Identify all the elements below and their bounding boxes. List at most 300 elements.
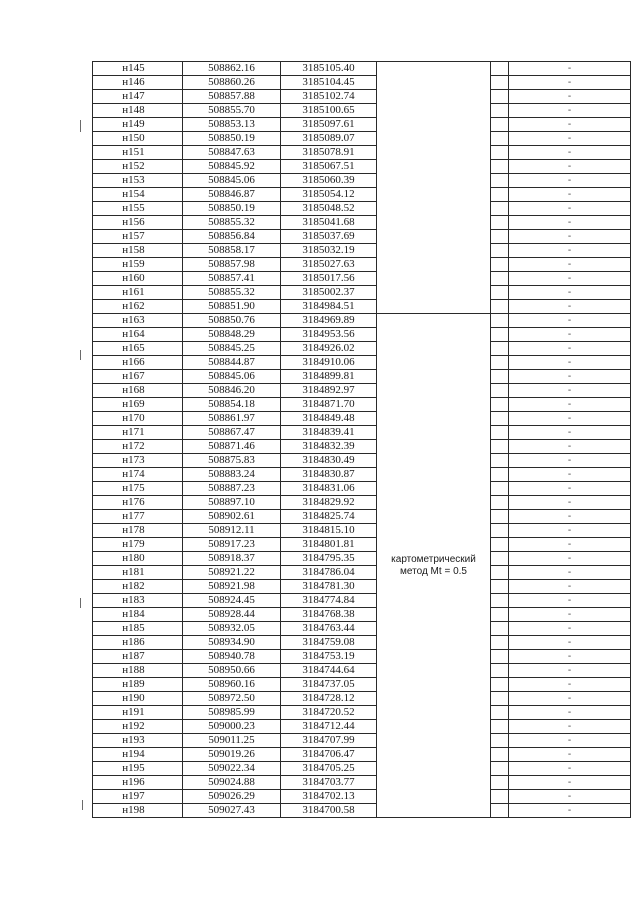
x-coordinate-cell: 508846.20: [183, 384, 281, 398]
blank-cell: [491, 538, 509, 552]
dash-cell: -: [509, 412, 631, 426]
point-name-cell: н195: [93, 762, 183, 776]
dash-cell: -: [509, 230, 631, 244]
table-row: [93, 664, 631, 678]
x-coordinate-cell: 508897.10: [183, 496, 281, 510]
x-coordinate-cell: 509000.23: [183, 720, 281, 734]
dash-cell: -: [509, 748, 631, 762]
x-coordinate-cell: 508883.24: [183, 468, 281, 482]
blank-cell: [491, 300, 509, 314]
y-coordinate-cell: 3185100.65: [281, 104, 377, 118]
dash-cell: -: [509, 650, 631, 664]
blank-cell: [491, 468, 509, 482]
point-name-cell: н158: [93, 244, 183, 258]
y-coordinate-cell: 3185067.51: [281, 160, 377, 174]
table-row: [93, 272, 631, 286]
x-coordinate-cell: 509024.88: [183, 776, 281, 790]
x-coordinate-cell: 508875.83: [183, 454, 281, 468]
table-row: [93, 132, 631, 146]
y-coordinate-cell: 3185104.45: [281, 76, 377, 90]
blank-cell: [491, 118, 509, 132]
dash-cell: -: [509, 510, 631, 524]
blank-cell: [491, 202, 509, 216]
y-coordinate-cell: 3184795.35: [281, 552, 377, 566]
x-coordinate-cell: 508861.97: [183, 412, 281, 426]
point-name-cell: н179: [93, 538, 183, 552]
table-row: [93, 328, 631, 342]
y-coordinate-cell: 3185002.37: [281, 286, 377, 300]
x-coordinate-cell: 508848.29: [183, 328, 281, 342]
blank-cell: [491, 594, 509, 608]
y-coordinate-cell: 3184953.56: [281, 328, 377, 342]
table-row: [93, 454, 631, 468]
y-coordinate-cell: 3184831.06: [281, 482, 377, 496]
point-name-cell: н193: [93, 734, 183, 748]
table-row: [93, 314, 631, 328]
y-coordinate-cell: 3184728.12: [281, 692, 377, 706]
y-coordinate-cell: 3184737.05: [281, 678, 377, 692]
blank-cell: [491, 678, 509, 692]
point-name-cell: н198: [93, 804, 183, 818]
point-name-cell: н154: [93, 188, 183, 202]
y-coordinate-cell: 3185054.12: [281, 188, 377, 202]
y-coordinate-cell: 3185102.74: [281, 90, 377, 104]
y-coordinate-cell: 3184801.81: [281, 538, 377, 552]
scan-mark: [80, 350, 81, 360]
y-coordinate-cell: 3184768.38: [281, 608, 377, 622]
y-coordinate-cell: 3184720.52: [281, 706, 377, 720]
table-row: [93, 202, 631, 216]
y-coordinate-cell: 3185037.69: [281, 230, 377, 244]
table-row: [93, 90, 631, 104]
x-coordinate-cell: 508846.87: [183, 188, 281, 202]
blank-cell: [491, 622, 509, 636]
table-row: [93, 258, 631, 272]
y-coordinate-cell: 3185060.39: [281, 174, 377, 188]
dash-cell: -: [509, 90, 631, 104]
x-coordinate-cell: 508902.61: [183, 510, 281, 524]
blank-cell: [491, 412, 509, 426]
table-row: [93, 188, 631, 202]
dash-cell: -: [509, 314, 631, 328]
y-coordinate-cell: 3184830.49: [281, 454, 377, 468]
y-coordinate-cell: 3184892.97: [281, 384, 377, 398]
point-name-cell: н155: [93, 202, 183, 216]
table-row: [93, 524, 631, 538]
y-coordinate-cell: 3184926.02: [281, 342, 377, 356]
point-name-cell: н149: [93, 118, 183, 132]
table-row: [93, 762, 631, 776]
blank-cell: [491, 804, 509, 818]
point-name-cell: н167: [93, 370, 183, 384]
y-coordinate-cell: 3184712.44: [281, 720, 377, 734]
dash-cell: -: [509, 454, 631, 468]
blank-cell: [491, 566, 509, 580]
y-coordinate-cell: 3184744.64: [281, 664, 377, 678]
dash-cell: -: [509, 146, 631, 160]
point-name-cell: н197: [93, 790, 183, 804]
point-name-cell: н147: [93, 90, 183, 104]
scan-mark: [82, 800, 83, 810]
point-name-cell: н180: [93, 552, 183, 566]
point-name-cell: н168: [93, 384, 183, 398]
x-coordinate-cell: 508854.18: [183, 398, 281, 412]
table-row: [93, 566, 631, 580]
x-coordinate-cell: 508921.22: [183, 566, 281, 580]
point-name-cell: н191: [93, 706, 183, 720]
blank-cell: [491, 188, 509, 202]
table-row: [93, 216, 631, 230]
table-row: [93, 804, 631, 818]
dash-cell: -: [509, 300, 631, 314]
x-coordinate-cell: 508858.17: [183, 244, 281, 258]
table-row: [93, 62, 631, 76]
table-row: [93, 146, 631, 160]
x-coordinate-cell: 508857.98: [183, 258, 281, 272]
x-coordinate-cell: 508850.19: [183, 132, 281, 146]
point-name-cell: н160: [93, 272, 183, 286]
blank-cell: [491, 790, 509, 804]
dash-cell: -: [509, 762, 631, 776]
blank-cell: [491, 328, 509, 342]
blank-cell: [491, 132, 509, 146]
x-coordinate-cell: 508862.16: [183, 62, 281, 76]
blank-cell: [491, 230, 509, 244]
table-row: [93, 230, 631, 244]
x-coordinate-cell: 508845.92: [183, 160, 281, 174]
y-coordinate-cell: 3184781.30: [281, 580, 377, 594]
blank-cell: [491, 734, 509, 748]
x-coordinate-cell: 508857.88: [183, 90, 281, 104]
dash-cell: -: [509, 174, 631, 188]
blank-cell: [491, 720, 509, 734]
y-coordinate-cell: 3184702.13: [281, 790, 377, 804]
table-row: [93, 356, 631, 370]
table-row: [93, 160, 631, 174]
blank-cell: [491, 62, 509, 76]
blank-cell: [491, 762, 509, 776]
y-coordinate-cell: 3185097.61: [281, 118, 377, 132]
x-coordinate-cell: 508844.87: [183, 356, 281, 370]
blank-cell: [491, 384, 509, 398]
point-name-cell: н189: [93, 678, 183, 692]
y-coordinate-cell: 3185041.68: [281, 216, 377, 230]
table-row: [93, 706, 631, 720]
table-row: [93, 580, 631, 594]
dash-cell: -: [509, 804, 631, 818]
blank-cell: [491, 90, 509, 104]
x-coordinate-cell: 508887.23: [183, 482, 281, 496]
x-coordinate-cell: 508917.23: [183, 538, 281, 552]
y-coordinate-cell: 3185017.56: [281, 272, 377, 286]
dash-cell: -: [509, 790, 631, 804]
point-name-cell: н178: [93, 524, 183, 538]
table-row: [93, 650, 631, 664]
dash-cell: -: [509, 426, 631, 440]
table-row: [93, 384, 631, 398]
point-name-cell: н192: [93, 720, 183, 734]
point-name-cell: н177: [93, 510, 183, 524]
x-coordinate-cell: 508934.90: [183, 636, 281, 650]
scan-mark: [80, 120, 81, 132]
point-name-cell: н183: [93, 594, 183, 608]
point-name-cell: н157: [93, 230, 183, 244]
table-row: [93, 734, 631, 748]
table-row: [93, 426, 631, 440]
dash-cell: -: [509, 524, 631, 538]
x-coordinate-cell: 508924.45: [183, 594, 281, 608]
point-name-cell: н173: [93, 454, 183, 468]
point-name-cell: н188: [93, 664, 183, 678]
point-name-cell: н166: [93, 356, 183, 370]
dash-cell: -: [509, 132, 631, 146]
y-coordinate-cell: 3185027.63: [281, 258, 377, 272]
x-coordinate-cell: 508845.06: [183, 174, 281, 188]
point-name-cell: н161: [93, 286, 183, 300]
coordinates-table: [92, 61, 631, 818]
dash-cell: -: [509, 594, 631, 608]
y-coordinate-cell: 3184759.08: [281, 636, 377, 650]
x-coordinate-cell: 508918.37: [183, 552, 281, 566]
dash-cell: -: [509, 776, 631, 790]
x-coordinate-cell: 508855.32: [183, 216, 281, 230]
table-row: [93, 636, 631, 650]
table-row: [93, 538, 631, 552]
blank-cell: [491, 650, 509, 664]
x-coordinate-cell: 508985.99: [183, 706, 281, 720]
x-coordinate-cell: 509022.34: [183, 762, 281, 776]
y-coordinate-cell: 3184763.44: [281, 622, 377, 636]
dash-cell: -: [509, 258, 631, 272]
table-row: [93, 286, 631, 300]
point-name-cell: н153: [93, 174, 183, 188]
blank-cell: [491, 692, 509, 706]
blank-cell: [491, 356, 509, 370]
x-coordinate-cell: 508855.32: [183, 286, 281, 300]
x-coordinate-cell: 508921.98: [183, 580, 281, 594]
x-coordinate-cell: 508860.26: [183, 76, 281, 90]
point-name-cell: н163: [93, 314, 183, 328]
table-row: [93, 608, 631, 622]
point-name-cell: н146: [93, 76, 183, 90]
table-row: [93, 244, 631, 258]
table-row: [93, 482, 631, 496]
point-name-cell: н181: [93, 566, 183, 580]
x-coordinate-cell: 508853.13: [183, 118, 281, 132]
table-row: [93, 622, 631, 636]
x-coordinate-cell: 508855.70: [183, 104, 281, 118]
x-coordinate-cell: 508845.25: [183, 342, 281, 356]
blank-cell: [491, 580, 509, 594]
point-name-cell: н175: [93, 482, 183, 496]
point-name-cell: н162: [93, 300, 183, 314]
point-name-cell: н185: [93, 622, 183, 636]
dash-cell: -: [509, 118, 631, 132]
blank-cell: [491, 104, 509, 118]
x-coordinate-cell: 508856.84: [183, 230, 281, 244]
blank-cell: [491, 636, 509, 650]
point-name-cell: н182: [93, 580, 183, 594]
dash-cell: -: [509, 482, 631, 496]
dash-cell: -: [509, 496, 631, 510]
point-name-cell: н145: [93, 62, 183, 76]
blank-cell: [491, 776, 509, 790]
table-row: [93, 342, 631, 356]
dash-cell: -: [509, 706, 631, 720]
y-coordinate-cell: 3184786.04: [281, 566, 377, 580]
dash-cell: -: [509, 76, 631, 90]
point-name-cell: н172: [93, 440, 183, 454]
x-coordinate-cell: 508857.41: [183, 272, 281, 286]
y-coordinate-cell: 3184984.51: [281, 300, 377, 314]
dash-cell: -: [509, 678, 631, 692]
point-name-cell: н171: [93, 426, 183, 440]
dash-cell: -: [509, 384, 631, 398]
table-row: [93, 440, 631, 454]
point-name-cell: н187: [93, 650, 183, 664]
y-coordinate-cell: 3184774.84: [281, 594, 377, 608]
blank-cell: [491, 342, 509, 356]
y-coordinate-cell: 3184910.06: [281, 356, 377, 370]
y-coordinate-cell: 3185048.52: [281, 202, 377, 216]
y-coordinate-cell: 3184825.74: [281, 510, 377, 524]
point-name-cell: н170: [93, 412, 183, 426]
blank-cell: [491, 174, 509, 188]
dash-cell: -: [509, 440, 631, 454]
y-coordinate-cell: 3184839.41: [281, 426, 377, 440]
y-coordinate-cell: 3184703.77: [281, 776, 377, 790]
y-coordinate-cell: 3185089.07: [281, 132, 377, 146]
x-coordinate-cell: 508847.63: [183, 146, 281, 160]
dash-cell: -: [509, 552, 631, 566]
x-coordinate-cell: 508960.16: [183, 678, 281, 692]
blank-cell: [491, 272, 509, 286]
y-coordinate-cell: 3184969.89: [281, 314, 377, 328]
table-row: [93, 174, 631, 188]
table-row: [93, 678, 631, 692]
y-coordinate-cell: 3184753.19: [281, 650, 377, 664]
blank-cell: [491, 608, 509, 622]
blank-cell: [491, 510, 509, 524]
x-coordinate-cell: 508940.78: [183, 650, 281, 664]
blank-cell: [491, 76, 509, 90]
dash-cell: -: [509, 608, 631, 622]
x-coordinate-cell: 508950.66: [183, 664, 281, 678]
x-coordinate-cell: 508867.47: [183, 426, 281, 440]
x-coordinate-cell: 509019.26: [183, 748, 281, 762]
dash-cell: -: [509, 188, 631, 202]
dash-cell: -: [509, 216, 631, 230]
dash-cell: -: [509, 244, 631, 258]
dash-cell: -: [509, 328, 631, 342]
dash-cell: -: [509, 664, 631, 678]
dash-cell: -: [509, 286, 631, 300]
point-name-cell: н184: [93, 608, 183, 622]
dash-cell: -: [509, 692, 631, 706]
y-coordinate-cell: 3184815.10: [281, 524, 377, 538]
dash-cell: -: [509, 468, 631, 482]
blank-cell: [491, 454, 509, 468]
table-row: [93, 594, 631, 608]
y-coordinate-cell: 3185105.40: [281, 62, 377, 76]
point-name-cell: н156: [93, 216, 183, 230]
point-name-cell: н169: [93, 398, 183, 412]
table-row: [93, 300, 631, 314]
point-name-cell: н150: [93, 132, 183, 146]
blank-cell: [491, 314, 509, 328]
x-coordinate-cell: 508851.90: [183, 300, 281, 314]
dash-cell: -: [509, 202, 631, 216]
table-row: [93, 118, 631, 132]
point-name-cell: н176: [93, 496, 183, 510]
dash-cell: -: [509, 580, 631, 594]
point-name-cell: н151: [93, 146, 183, 160]
x-coordinate-cell: 508871.46: [183, 440, 281, 454]
dash-cell: -: [509, 636, 631, 650]
blank-cell: [491, 552, 509, 566]
point-name-cell: н194: [93, 748, 183, 762]
x-coordinate-cell: 508972.50: [183, 692, 281, 706]
point-name-cell: н165: [93, 342, 183, 356]
dash-cell: -: [509, 62, 631, 76]
y-coordinate-cell: 3185078.91: [281, 146, 377, 160]
x-coordinate-cell: 509011.25: [183, 734, 281, 748]
point-name-cell: н152: [93, 160, 183, 174]
blank-cell: [491, 524, 509, 538]
blank-cell: [491, 440, 509, 454]
blank-cell: [491, 664, 509, 678]
y-coordinate-cell: 3184871.70: [281, 398, 377, 412]
dash-cell: -: [509, 734, 631, 748]
y-coordinate-cell: 3184829.92: [281, 496, 377, 510]
dash-cell: -: [509, 622, 631, 636]
table-row: [93, 76, 631, 90]
dash-cell: -: [509, 566, 631, 580]
blank-cell: [491, 160, 509, 174]
table-row: [93, 468, 631, 482]
table-row: [93, 104, 631, 118]
blank-cell: [491, 482, 509, 496]
y-coordinate-cell: 3184705.25: [281, 762, 377, 776]
table-row: [93, 720, 631, 734]
x-coordinate-cell: 509027.43: [183, 804, 281, 818]
blank-cell: [491, 370, 509, 384]
x-coordinate-cell: 508932.05: [183, 622, 281, 636]
table-row: [93, 370, 631, 384]
y-coordinate-cell: 3184830.87: [281, 468, 377, 482]
scan-mark: [80, 598, 81, 608]
blank-cell: [491, 286, 509, 300]
table-row: [93, 748, 631, 762]
method-cell-empty: [377, 62, 491, 314]
table-row: [93, 412, 631, 426]
table-row: [93, 552, 631, 566]
dash-cell: -: [509, 342, 631, 356]
table-row: [93, 692, 631, 706]
blank-cell: [491, 146, 509, 160]
blank-cell: [491, 706, 509, 720]
dash-cell: -: [509, 370, 631, 384]
y-coordinate-cell: 3184707.99: [281, 734, 377, 748]
table-row: [93, 398, 631, 412]
y-coordinate-cell: 3184832.39: [281, 440, 377, 454]
blank-cell: [491, 426, 509, 440]
point-name-cell: н148: [93, 104, 183, 118]
point-name-cell: н174: [93, 468, 183, 482]
x-coordinate-cell: 508928.44: [183, 608, 281, 622]
point-name-cell: н164: [93, 328, 183, 342]
dash-cell: -: [509, 720, 631, 734]
